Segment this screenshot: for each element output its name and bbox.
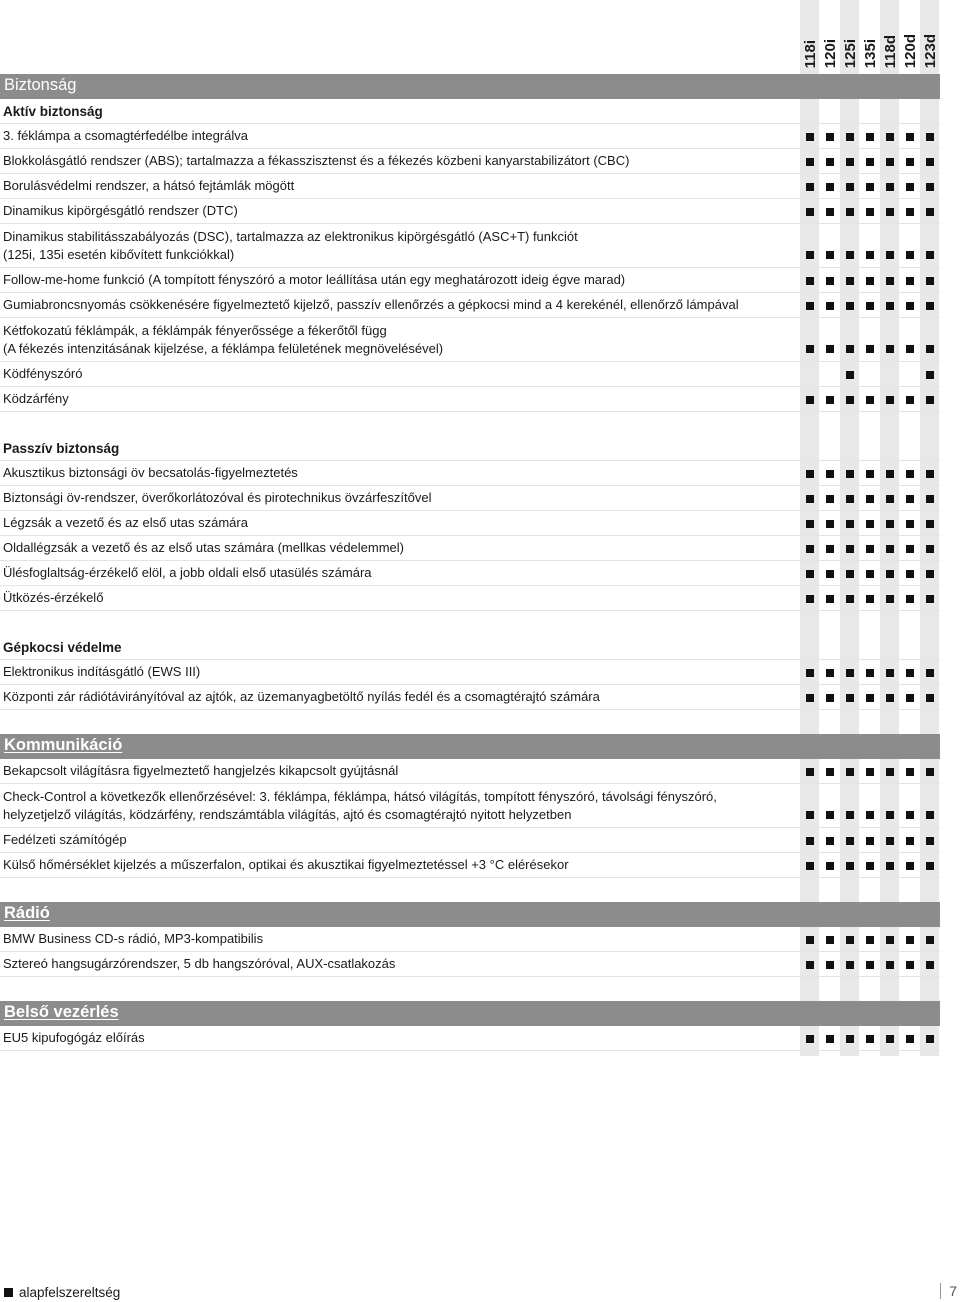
- standard-marker-icon: [846, 396, 854, 404]
- standard-marker-icon: [806, 837, 814, 845]
- table-row: [0, 387, 940, 412]
- row-label: BMW Business CD-s rádió, MP3-kompatibilis: [3, 931, 264, 946]
- standard-marker-icon: [806, 396, 814, 404]
- section-title: Belső vezérlés: [4, 1003, 119, 1021]
- standard-marker-icon: [846, 183, 854, 191]
- row-label: EU5 kipufogógáz előírás: [3, 1030, 145, 1045]
- standard-marker-icon: [886, 158, 894, 166]
- standard-marker-icon: [846, 811, 854, 819]
- standard-marker-icon: [806, 470, 814, 478]
- standard-marker-icon: [906, 862, 914, 870]
- standard-marker-icon: [806, 495, 814, 503]
- model-header: [800, 0, 940, 72]
- standard-marker-icon: [846, 345, 854, 353]
- standard-marker-icon: [826, 251, 834, 259]
- row-label: Dinamikus stabilitásszabályozás (DSC), tartalmazza az elektronikus kipörgésgátló (ASC+T) funkciót (125i, 135i esetén kibővített funkciókkal): [3, 229, 578, 262]
- standard-marker-icon: [886, 595, 894, 603]
- table-row: [0, 318, 940, 362]
- row-label: Ködzárfény: [3, 391, 69, 406]
- standard-marker-icon: [806, 277, 814, 285]
- standard-marker-icon: [886, 961, 894, 969]
- standard-marker-icon: [906, 158, 914, 166]
- standard-marker-icon: [926, 1035, 934, 1043]
- row-label: Ülésfoglaltság-érzékelő elöl, a jobb oldali első utasülés számára: [3, 565, 372, 580]
- standard-marker-icon: [866, 158, 874, 166]
- row-label: Ködfényszóró: [3, 366, 83, 381]
- standard-marker-icon: [886, 495, 894, 503]
- standard-marker-icon: [826, 183, 834, 191]
- standard-marker-icon: [866, 251, 874, 259]
- standard-marker-icon: [806, 545, 814, 553]
- row-label: Központi zár rádiótávirányítóval az ajtók, az üzemanyagbetöltő nyílás fedél és a csomagtérajtó számára: [3, 689, 600, 704]
- standard-marker-icon: [806, 208, 814, 216]
- row-label: Blokkolásgátló rendszer (ABS); tartalmazza a fékasszisztenst és a fékezés közbeni kanyarstabilizátort (CBC): [3, 153, 630, 168]
- model-135i: 135i: [861, 38, 879, 68]
- standard-marker-icon: [846, 277, 854, 285]
- standard-marker-icon: [926, 396, 934, 404]
- standard-marker-icon: [906, 396, 914, 404]
- standard-marker-icon: [886, 345, 894, 353]
- standard-marker-icon: [926, 961, 934, 969]
- table-row: [0, 149, 940, 174]
- standard-marker-icon: [846, 495, 854, 503]
- row-label: Kétfokozatú féklámpák, a féklámpák fényerőssége a fékerőtől függ (A fékezés intenzitásának kijelzése, a féklámpa felületének megnövelésével): [3, 323, 444, 356]
- standard-marker-icon: [866, 936, 874, 944]
- standard-marker-icon: [926, 251, 934, 259]
- row-label: Bekapcsolt világításra figyelmeztető hangjelzés kikapcsolt gyújtásnál: [3, 763, 399, 778]
- standard-marker-icon: [806, 520, 814, 528]
- standard-marker-icon: [886, 669, 894, 677]
- standard-marker-icon: [906, 936, 914, 944]
- table-row: [0, 1026, 940, 1051]
- standard-marker-icon: [926, 595, 934, 603]
- standard-marker-icon: [846, 595, 854, 603]
- standard-marker-icon: [806, 345, 814, 353]
- standard-marker-icon: [906, 277, 914, 285]
- row-label: Oldallégzsák a vezető és az első utas számára (mellkas védelemmel): [3, 540, 405, 555]
- standard-marker-icon: [926, 520, 934, 528]
- standard-marker-icon: [826, 495, 834, 503]
- standard-marker-icon: [886, 545, 894, 553]
- standard-marker-icon: [826, 936, 834, 944]
- standard-marker-icon: [806, 183, 814, 191]
- row-label: Borulásvédelmi rendszer, a hátsó fejtámlák mögött: [3, 178, 295, 193]
- model-125i: 125i: [841, 38, 859, 68]
- standard-marker-icon: [906, 345, 914, 353]
- standard-marker-icon: [866, 837, 874, 845]
- standard-marker-icon: [826, 520, 834, 528]
- row-label: Külső hőmérséklet kijelzés a műszerfalon, optikai és akusztikai figyelmeztetéssel +3 °C elérésekor: [3, 857, 569, 872]
- standard-marker-icon: [926, 811, 934, 819]
- subsection-title-vedelem: Gépkocsi védelme: [0, 635, 940, 660]
- standard-marker-icon: [926, 669, 934, 677]
- standard-marker-icon: [846, 371, 854, 379]
- standard-marker-icon: [846, 302, 854, 310]
- standard-marker-icon: [866, 1035, 874, 1043]
- standard-marker-icon: [826, 837, 834, 845]
- standard-marker-icon: [926, 837, 934, 845]
- standard-marker-icon: [846, 837, 854, 845]
- standard-marker-icon: [906, 208, 914, 216]
- table-row: [0, 784, 940, 828]
- table-row: [0, 362, 940, 387]
- table-row: [0, 293, 940, 318]
- legend: [4, 1285, 120, 1300]
- page-number: 7: [940, 1283, 957, 1299]
- standard-marker-icon: [846, 158, 854, 166]
- standard-marker-icon: [926, 133, 934, 141]
- standard-marker-icon: [806, 694, 814, 702]
- standard-marker-icon: [866, 183, 874, 191]
- standard-marker-icon: [806, 961, 814, 969]
- standard-equipment-marker-icon: [4, 1288, 13, 1297]
- standard-marker-icon: [806, 1035, 814, 1043]
- model-123d: 123d: [921, 33, 939, 68]
- standard-marker-icon: [826, 396, 834, 404]
- section-title: Kommunikáció: [4, 736, 123, 754]
- standard-marker-icon: [806, 133, 814, 141]
- standard-marker-icon: [886, 1035, 894, 1043]
- standard-marker-icon: [886, 183, 894, 191]
- standard-marker-icon: [906, 1035, 914, 1043]
- table-row: [0, 511, 940, 536]
- standard-marker-icon: [906, 570, 914, 578]
- standard-marker-icon: [826, 961, 834, 969]
- standard-marker-icon: [806, 669, 814, 677]
- standard-marker-icon: [906, 251, 914, 259]
- section-header-kommunikacio: [0, 734, 940, 759]
- row-label: 3. féklámpa a csomagtérfedélbe integrálva: [3, 128, 248, 143]
- standard-marker-icon: [826, 133, 834, 141]
- subsection-title-passziv: Passzív biztonság: [0, 436, 940, 461]
- standard-marker-icon: [826, 470, 834, 478]
- standard-marker-icon: [866, 470, 874, 478]
- standard-marker-icon: [826, 768, 834, 776]
- standard-marker-icon: [886, 520, 894, 528]
- row-label: Elektronikus indításgátló (EWS III): [3, 664, 201, 679]
- table-row: [0, 952, 940, 977]
- standard-marker-icon: [886, 811, 894, 819]
- model-118i: 118i: [801, 39, 819, 68]
- standard-marker-icon: [826, 1035, 834, 1043]
- standard-marker-icon: [846, 470, 854, 478]
- standard-marker-icon: [826, 811, 834, 819]
- standard-marker-icon: [846, 1035, 854, 1043]
- standard-marker-icon: [926, 277, 934, 285]
- standard-marker-icon: [926, 371, 934, 379]
- standard-marker-icon: [926, 862, 934, 870]
- standard-marker-icon: [826, 345, 834, 353]
- standard-marker-icon: [866, 302, 874, 310]
- row-label: Fedélzeti számítógép: [3, 832, 127, 847]
- standard-marker-icon: [906, 520, 914, 528]
- standard-marker-icon: [866, 768, 874, 776]
- standard-marker-icon: [926, 694, 934, 702]
- row-label: Biztonsági öv-rendszer, överőkorlátozóval és pirotechnikus övzárfeszítővel: [3, 490, 432, 505]
- standard-marker-icon: [926, 183, 934, 191]
- table-row: [0, 586, 940, 611]
- standard-marker-icon: [926, 768, 934, 776]
- table-row: [0, 536, 940, 561]
- standard-marker-icon: [806, 302, 814, 310]
- standard-marker-icon: [846, 208, 854, 216]
- standard-marker-icon: [906, 669, 914, 677]
- standard-marker-icon: [926, 470, 934, 478]
- standard-marker-icon: [866, 208, 874, 216]
- standard-marker-icon: [926, 495, 934, 503]
- standard-marker-icon: [906, 133, 914, 141]
- table-row: [0, 174, 940, 199]
- standard-marker-icon: [826, 669, 834, 677]
- standard-marker-icon: [906, 183, 914, 191]
- table-row: [0, 828, 940, 853]
- row-label: Ütközés-érzékelő: [3, 590, 104, 605]
- standard-marker-icon: [886, 133, 894, 141]
- standard-marker-icon: [906, 768, 914, 776]
- standard-marker-icon: [906, 545, 914, 553]
- standard-marker-icon: [906, 694, 914, 702]
- standard-marker-icon: [886, 862, 894, 870]
- standard-marker-icon: [806, 768, 814, 776]
- standard-marker-icon: [846, 694, 854, 702]
- standard-marker-icon: [886, 277, 894, 285]
- standard-marker-icon: [866, 595, 874, 603]
- row-label: Check-Control a következők ellenőrzésével: 3. féklámpa, féklámpa, hátsó világítás, tompított fényszóró, távolsági fényszóró, helyzetjelző világítás, ködzárfény, rendszámtábla világítás, ajtó és csomagtérajtó nyitott helyzetben: [3, 789, 717, 822]
- standard-marker-icon: [866, 520, 874, 528]
- table-row: [0, 124, 940, 149]
- standard-marker-icon: [906, 961, 914, 969]
- table-row: [0, 224, 940, 268]
- standard-marker-icon: [826, 862, 834, 870]
- standard-marker-icon: [926, 302, 934, 310]
- standard-marker-icon: [846, 251, 854, 259]
- standard-marker-icon: [826, 277, 834, 285]
- standard-marker-icon: [886, 251, 894, 259]
- standard-marker-icon: [826, 208, 834, 216]
- standard-marker-icon: [886, 396, 894, 404]
- standard-marker-icon: [866, 133, 874, 141]
- row-label: Légzsák a vezető és az első utas számára: [3, 515, 248, 530]
- section-header-belso: [0, 1001, 940, 1026]
- standard-marker-icon: [866, 495, 874, 503]
- row-label: Akusztikus biztonsági öv becsatolás-figyelmeztetés: [3, 465, 298, 480]
- standard-marker-icon: [866, 345, 874, 353]
- subsection-title-aktiv: Aktív biztonság: [0, 99, 940, 124]
- standard-marker-icon: [926, 570, 934, 578]
- standard-marker-icon: [886, 936, 894, 944]
- standard-marker-icon: [906, 302, 914, 310]
- standard-marker-icon: [886, 470, 894, 478]
- legend-label: alapfelszereltség: [19, 1285, 121, 1300]
- standard-marker-icon: [886, 694, 894, 702]
- table-row: [0, 199, 940, 224]
- standard-marker-icon: [866, 862, 874, 870]
- standard-marker-icon: [886, 768, 894, 776]
- equipment-table: [0, 74, 940, 1051]
- row-label: Dinamikus kipörgésgátló rendszer (DTC): [3, 203, 238, 218]
- standard-marker-icon: [906, 470, 914, 478]
- standard-marker-icon: [906, 837, 914, 845]
- model-120i: 120i: [821, 38, 839, 68]
- standard-marker-icon: [846, 862, 854, 870]
- standard-marker-icon: [846, 545, 854, 553]
- table-row: [0, 486, 940, 511]
- standard-marker-icon: [926, 545, 934, 553]
- standard-marker-icon: [846, 570, 854, 578]
- section-header-radio: [0, 902, 940, 927]
- standard-marker-icon: [806, 158, 814, 166]
- standard-marker-icon: [846, 133, 854, 141]
- model-118d: 118d: [881, 34, 899, 68]
- section-title: Rádió: [4, 904, 50, 922]
- standard-marker-icon: [806, 862, 814, 870]
- table-row: [0, 927, 940, 952]
- standard-marker-icon: [906, 595, 914, 603]
- standard-marker-icon: [806, 251, 814, 259]
- standard-marker-icon: [906, 495, 914, 503]
- table-row: [0, 853, 940, 878]
- standard-marker-icon: [826, 570, 834, 578]
- standard-marker-icon: [806, 595, 814, 603]
- table-row: [0, 759, 940, 784]
- standard-marker-icon: [826, 694, 834, 702]
- standard-marker-icon: [866, 277, 874, 285]
- section-title: Biztonság: [4, 76, 77, 94]
- table-row: [0, 461, 940, 486]
- standard-marker-icon: [886, 208, 894, 216]
- standard-marker-icon: [866, 669, 874, 677]
- standard-marker-icon: [926, 208, 934, 216]
- standard-marker-icon: [926, 158, 934, 166]
- table-row: [0, 561, 940, 586]
- model-120d: 120d: [901, 33, 919, 68]
- standard-marker-icon: [886, 302, 894, 310]
- table-row: [0, 268, 940, 293]
- standard-marker-icon: [866, 694, 874, 702]
- standard-marker-icon: [866, 396, 874, 404]
- standard-marker-icon: [826, 595, 834, 603]
- table-row: [0, 685, 940, 710]
- standard-marker-icon: [866, 545, 874, 553]
- standard-marker-icon: [866, 961, 874, 969]
- standard-marker-icon: [806, 570, 814, 578]
- standard-marker-icon: [806, 936, 814, 944]
- standard-marker-icon: [846, 961, 854, 969]
- standard-marker-icon: [846, 520, 854, 528]
- row-label: Gumiabroncsnyomás csökkenésére figyelmeztető kijelző, passzív ellenőrzés a gépkocsi mind a 4 kerekénél, ellenőrző lámpával: [3, 297, 739, 312]
- standard-marker-icon: [846, 936, 854, 944]
- standard-marker-icon: [826, 545, 834, 553]
- row-label: Sztereó hangsugárzórendszer, 5 db hangszóróval, AUX-csatlakozás: [3, 956, 396, 971]
- standard-marker-icon: [866, 570, 874, 578]
- row-label: Follow-me-home funkció (A tompított fényszóró a motor leállítása után egy meghatározott ideig égve marad): [3, 272, 626, 287]
- standard-marker-icon: [886, 570, 894, 578]
- standard-marker-icon: [826, 158, 834, 166]
- standard-marker-icon: [846, 768, 854, 776]
- standard-marker-icon: [846, 669, 854, 677]
- standard-marker-icon: [926, 345, 934, 353]
- standard-marker-icon: [806, 811, 814, 819]
- standard-marker-icon: [866, 811, 874, 819]
- section-header-biztonsag: [0, 74, 940, 99]
- standard-marker-icon: [826, 302, 834, 310]
- table-row: [0, 660, 940, 685]
- standard-marker-icon: [926, 936, 934, 944]
- standard-marker-icon: [906, 811, 914, 819]
- standard-marker-icon: [886, 837, 894, 845]
